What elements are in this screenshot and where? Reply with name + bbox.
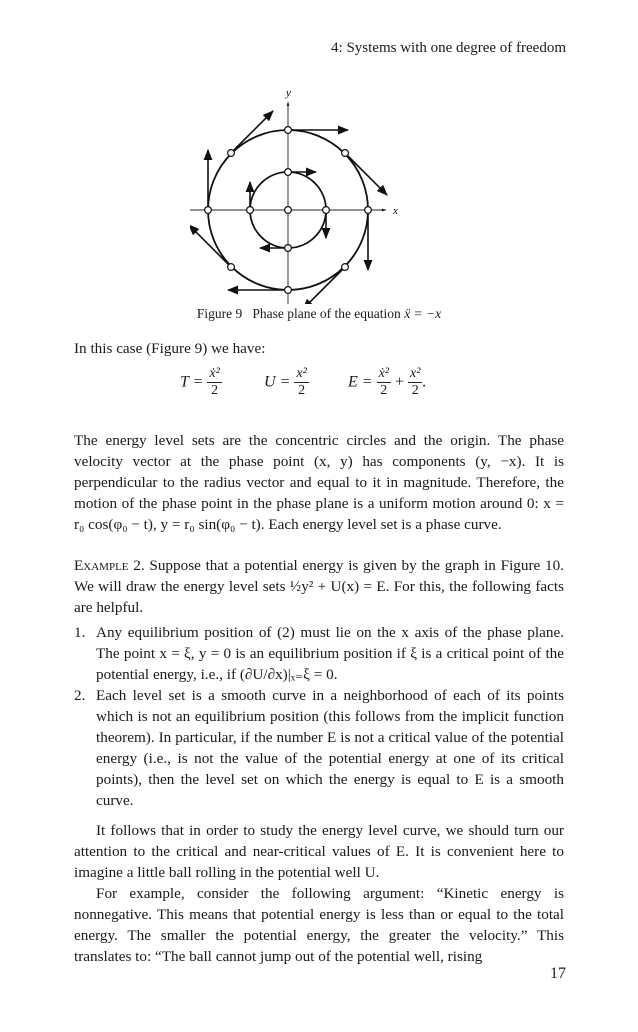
x-axis-label: x (393, 205, 398, 217)
phase-plane-diagram (190, 72, 430, 304)
figure-caption-text: Phase plane of the equation (252, 306, 401, 321)
list-item-text: Each level set is a smooth curve in a neighborhood of each of its points which is not an equilibrium position (this follows from the implicit function theorem). In particular, if the number E is not a critical value of the potential energy (i.e., is not the value of the potential energy at one of its critical points), then the level set on which the energy is equal to E is a smooth curve. (96, 687, 564, 809)
example-label: Example 2. (74, 557, 145, 574)
figure-caption (0, 306, 638, 322)
y-axis-label: y (286, 87, 291, 99)
list-item-text: Any equilibrium position of (2) must lie on the x axis of the phase plane. The point x = ξ, y = 0 is an equilibrium position if ξ is a critical point of the potential energy, i.e., if (∂U/∂x)|ₓ₌ξ = 0. (96, 624, 564, 683)
figure-caption-label: Figure 9 (196, 306, 243, 321)
paragraph-2: The energy level sets are the concentric circles and the origin. The phase velocity vector at the phase point (x, y) has components (y, −x). It is perpendicular to the radius vector and equal to it in magnitude. Therefore, the motion of the phase point in the phase plane is a uniform motion around 0: x = r₀ cos(φ₀ − t), y = r₀ sin(φ₀ − t). Each energy level set is a phase curve. (74, 432, 564, 533)
figure-caption-equation: ẍ = −x (404, 306, 442, 321)
facts-list (74, 622, 564, 811)
running-header: 4: Systems with one degree of freedom (331, 40, 566, 56)
equation-U: U = $\frac{\text{x²}}{2}$ (264, 366, 307, 398)
phase-plane-figure (190, 72, 430, 304)
equation-T: T = $\frac{\text{ẋ²}}{2}$ (180, 366, 220, 398)
paragraph-5: For example, consider the following argument: “Kinetic energy is nonnegative. This means that potential energy is less than or equal to the total energy. The smaller the potential energy, the greater the velocity.” This translates to: “The ball cannot jump out of the potential well, rising (74, 885, 564, 965)
equation-E: E = $\frac{\text{ẋ²}}{2}$ + $\frac{\text{x²}}{2}$ . (348, 366, 427, 398)
list-item-number: 1. (74, 624, 86, 641)
paragraph-3 (74, 555, 564, 618)
list-item (74, 685, 564, 811)
energy-equations (180, 366, 520, 422)
paragraph-1: In this case (Figure 9) we have: (74, 340, 266, 357)
list-item-number: 2. (74, 687, 86, 704)
paragraph-3-body: Suppose that a potential energy is given by the graph in Figure 10. We will draw the energy level sets ½y² + U(x) = E. For this, the following facts are helpful. (74, 557, 564, 616)
list-item (74, 622, 564, 685)
paragraph-4: It follows that in order to study the energy level curve, we should turn our attention to the critical and near-critical values of E. It is convenient here to imagine a little ball rolling in the potential well U. (74, 822, 564, 881)
page-number: 17 (550, 965, 566, 982)
